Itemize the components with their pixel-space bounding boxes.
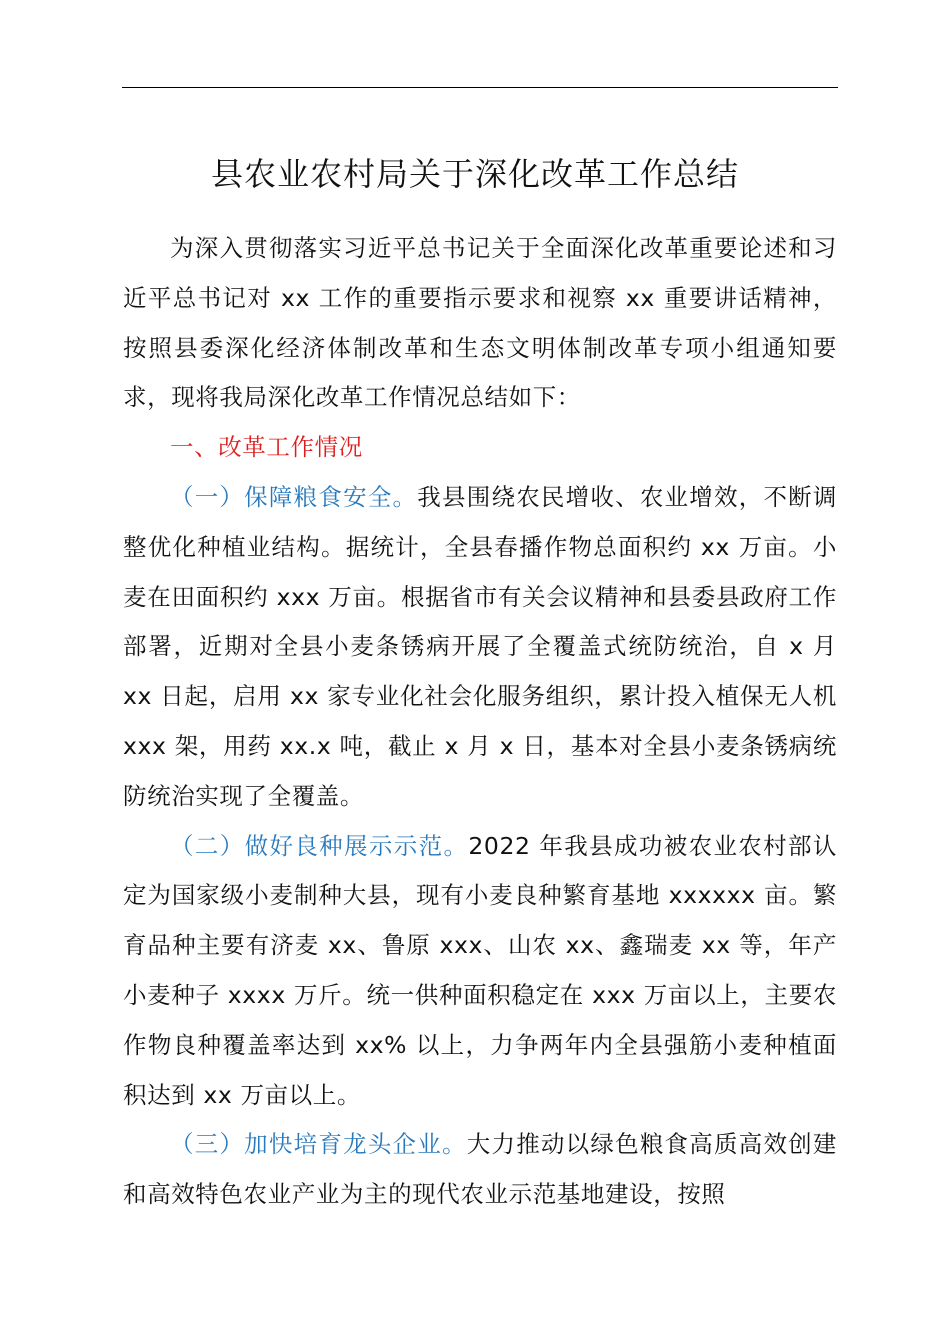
item-paragraph-1 <box>123 473 837 822</box>
item-heading-3: （三）加快培育龙头企业。 <box>170 1130 467 1159</box>
document-body <box>123 224 837 1220</box>
item-body-2: 2022 年我县成功被农业农村部认定为国家级小麦制种大县，现有小麦良种繁育基地 xxxxxx 亩。繁育品种主要有济麦 xx、鲁原 xxx、山农 xx、鑫瑞麦 xx 等，年产小麦种子 xxxx 万斤。统一供种面积稳定在 xxx 万亩以上，主要农作物良种覆盖率达到 xx% 以上，力争两年内全县强筋小麦种植面积达到 xx 万亩以上。 <box>123 831 837 1109</box>
item-paragraph-2 <box>123 822 837 1121</box>
item-body-3: 大力推动以绿色粮食高质高效创建和高效特色农业产业为主的现代农业示范基地建设，按照 <box>123 1130 838 1209</box>
item-heading-2: （二）做好良种展示示范。 <box>170 831 469 860</box>
document-title: 县农业农村局关于深化改革工作总结 <box>210 155 739 193</box>
item-body-1: 我县围绕农民增收、农业增效，不断调整优化种植业结构。据统计，全县春播作物总面积约 xx 万亩。小麦在田面积约 xxx 万亩。根据省市有关会议精神和县委县政府工作部署，近期对全县小麦条锈病开展了全覆盖式统防统治，自 x 月 xx 日起，启用 xx 家专业化社会化服务组织，累计投入植保无人机 xxx 架，用药 xx.x 吨，截止 x 月 x 日，基本对全县小麦条锈病统防统治实现了全覆盖。 <box>123 482 838 810</box>
item-paragraph-3 <box>123 1120 837 1220</box>
section-heading: 一、改革工作情况 <box>170 433 363 462</box>
intro-paragraph: 为深入贯彻落实习近平总书记关于全面深化改革重要论述和习近平总书记对 xx 工作的重要指示要求和视察 xx 重要讲话精神，按照县委深化经济体制改革和生态文明体制改革专项小组通知要求，现将我局深化改革工作情况总结如下： <box>123 234 837 412</box>
header-rule <box>122 87 838 88</box>
item-heading-1: （一）保障粮食安全。 <box>170 482 418 511</box>
